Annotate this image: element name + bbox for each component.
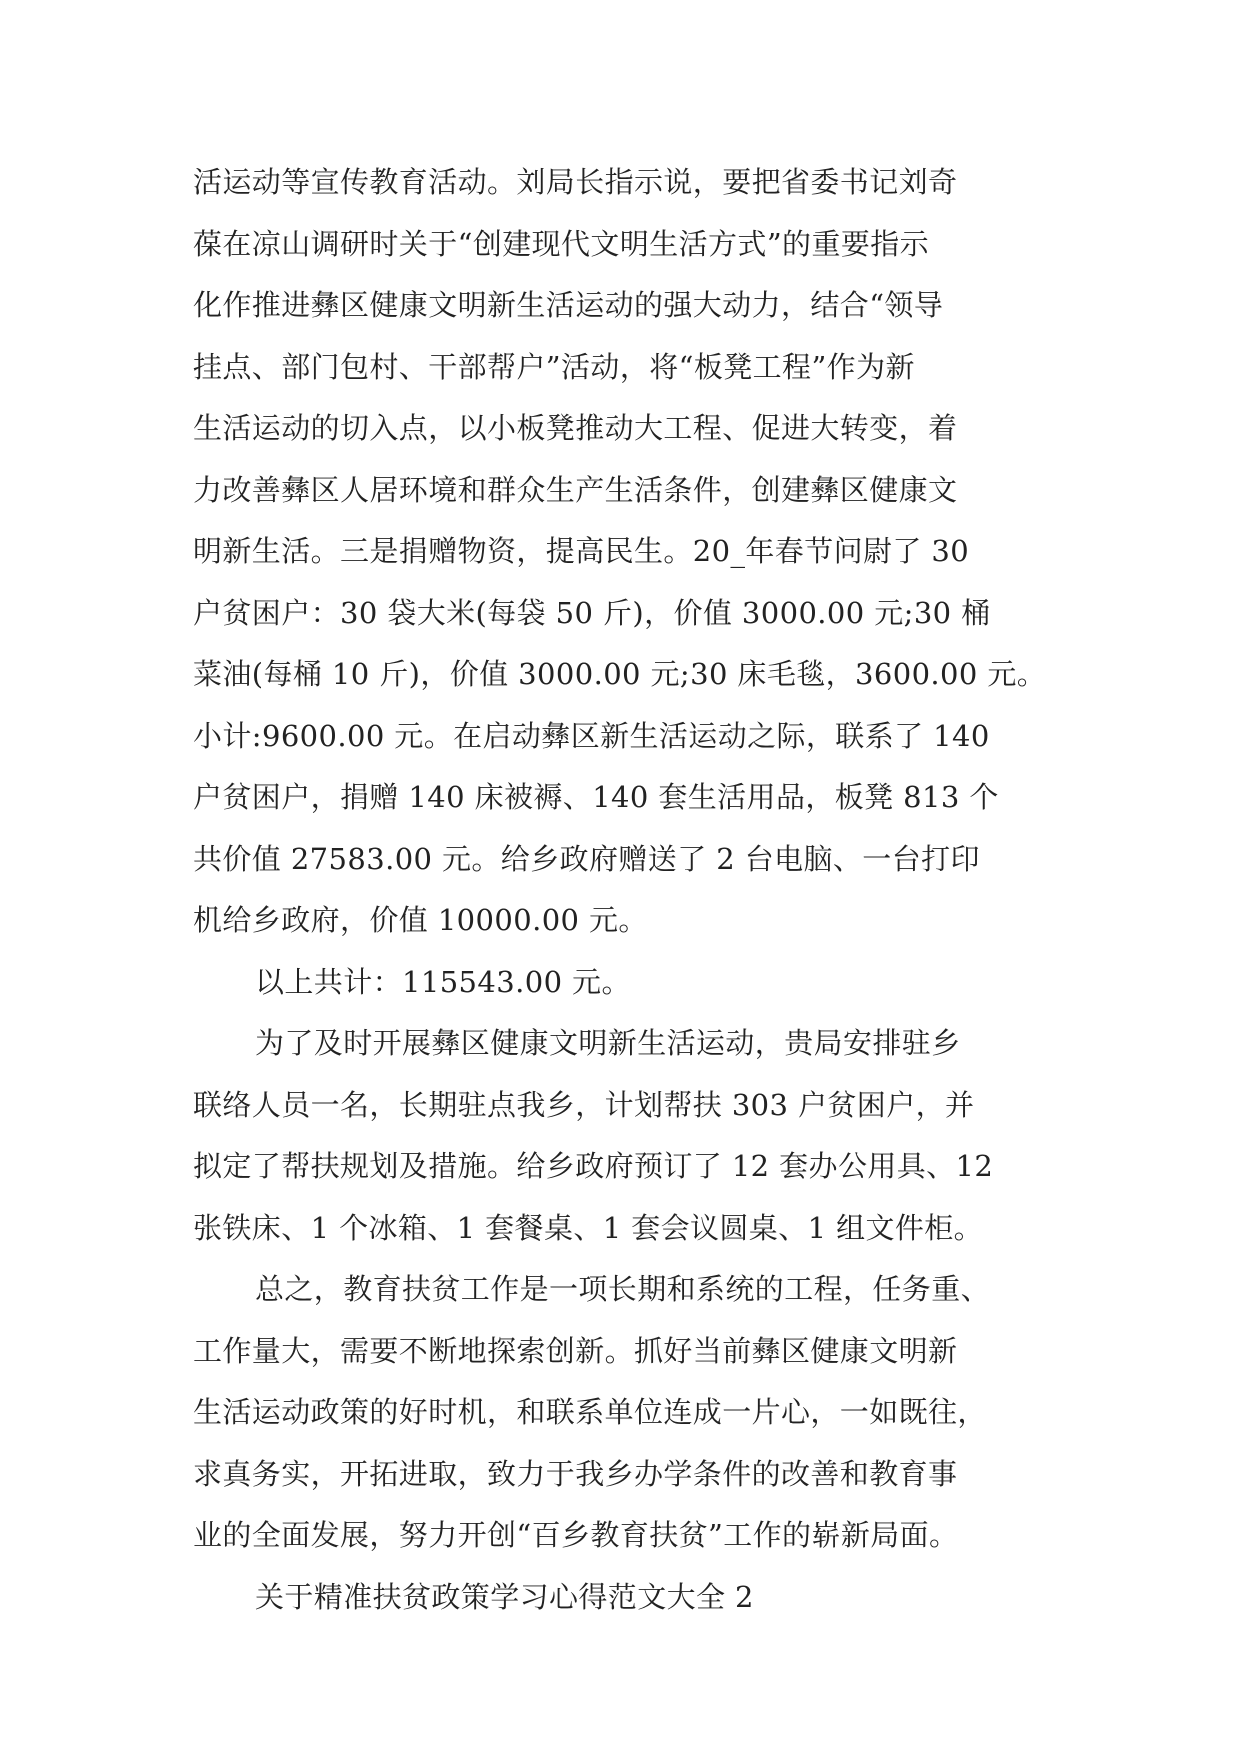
paragraph-line: 业的全面发展，努力开创“百乡教育扶贫”工作的崭新局面。 [193, 1518, 959, 1552]
paragraph-line: 张铁床、1 个冰箱、1 套餐桌、1 套会议圆桌、1 组文件柜。 [193, 1210, 984, 1245]
paragraph-line: 葆在凉山调研时关于“创建现代文明生活方式”的重要指示 [193, 226, 930, 261]
paragraph-line: 机给乡政府，价值 10000.00 元。 [193, 903, 648, 937]
paragraph-line: 求真务实，开拓进取，致力于我乡办学条件的改善和教育事 [193, 1456, 958, 1491]
paragraph-line: 生活运动的切入点，以小板凳推动大工程、促进大转变，着 [193, 411, 958, 445]
paragraph-line: 力改善彝区人居环境和群众生产生活条件，创建彝区健康文 [193, 472, 958, 507]
body-text [193, 152, 1063, 1628]
paragraph-line: 联络人员一名，长期驻点我乡，计划帮扶 303 户贫困户，并 [193, 1087, 975, 1122]
paragraph-line: 共价值 27583.00 元。给乡政府赠送了 2 台电脑、一台打印 [193, 841, 980, 876]
paragraph-line: 小计:9600.00 元。在启动彝区新生活运动之际，联系了 140 [193, 718, 990, 753]
paragraph-line: 活运动等宣传教育活动。刘局长指示说，要把省委书记刘奇 [193, 165, 958, 199]
section-heading: 关于精准扶贫政策学习心得范文大全 2 [255, 1579, 754, 1614]
paragraph-line: 化作推进彝区健康文明新生活运动的强大动力，结合“领导 [193, 288, 944, 322]
total-line: 以上共计：115543.00 元。 [255, 964, 631, 999]
paragraph-line: 生活运动政策的好时机，和联系单位连成一片心，一如既往， [193, 1395, 987, 1429]
paragraph-line: 工作量大，需要不断地探索创新。抓好当前彝区健康文明新 [193, 1333, 958, 1368]
paragraph-line: 菜油(每桶 10 斤)，价值 3000.00 元;30 床毛毯，3600.00 元。 [193, 657, 1047, 691]
paragraph-line: 户贫困户：30 袋大米(每袋 50 斤)，价值 3000.00 元;30 桶 [193, 595, 991, 630]
paragraph-line: 挂点、部门包村、干部帮户”活动，将“板凳工程”作为新 [193, 349, 915, 384]
paragraph-line: 总之，教育扶贫工作是一项长期和系统的工程，任务重、 [255, 1272, 991, 1306]
paragraph-line: 明新生活。三是捐赠物资，提高民生。20_年春节问尉了 30 [193, 534, 970, 568]
paragraph-line: 户贫困户，捐赠 140 床被褥、140 套生活用品，板凳 813 个 [193, 780, 999, 814]
paragraph-line: 拟定了帮扶规划及措施。给乡政府预订了 12 套办公用具、12 [193, 1149, 994, 1183]
paragraph-line: 为了及时开展彝区健康文明新生活运动，贵局安排驻乡 [255, 1026, 961, 1060]
